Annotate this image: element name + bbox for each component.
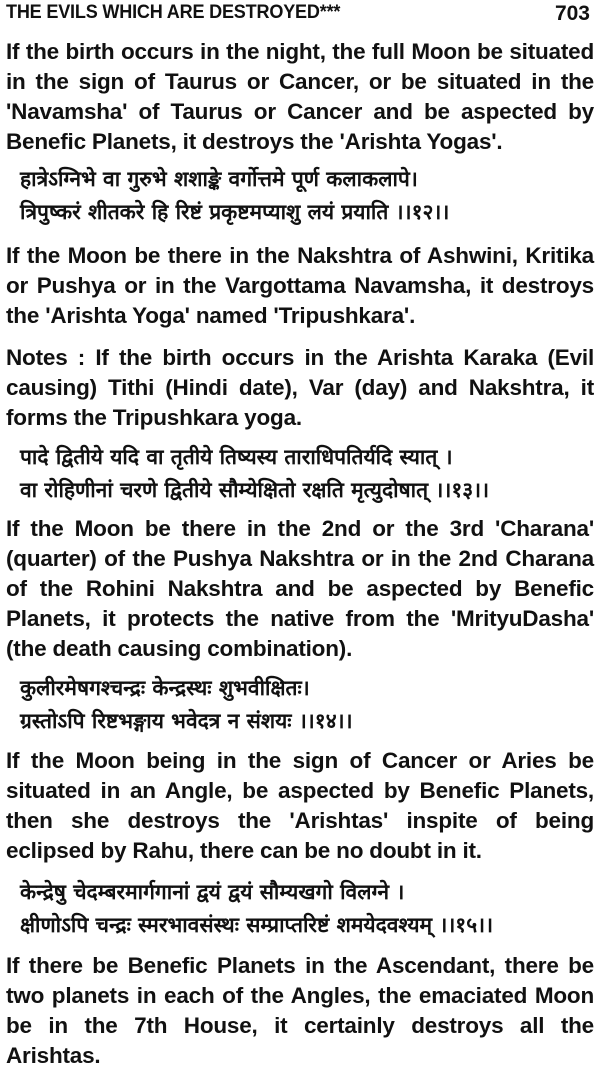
verse-15: [6, 876, 594, 942]
page-header: [6, 2, 590, 32]
verse-13: [6, 441, 594, 507]
paragraph-1: If the birth occurs in the night, the full Moon be situated in the sign of Taurus or Cancer, or be situated in the 'Navamsha' of Taurus or Cancer and be aspected by Benefic Planets, it destroys the 'Arishta Yogas'.: [6, 39, 594, 154]
paragraph-3: If the Moon be there in the 2nd or the 3rd 'Charana' (quarter) of the Pushya Nakshtra or in the 2nd Charana of the Rohini Nakshtra and be aspected by Benefic Planets, it protects the native from the 'MrityuDasha' (the death causing combination).: [6, 516, 594, 661]
running-title: THE EVILS WHICH ARE DESTROYED***: [6, 2, 341, 23]
verse-14-line-1: कुलीरमेषगश्चन्द्रः केन्द्रस्थः शुभवीक्षितः।: [20, 676, 310, 700]
verse-12-line-2: त्रिपुष्करं शीतकरे हि रिष्टं प्रकृष्टमप्याशु लयं प्रयाति ।।१२।।: [20, 200, 450, 224]
paragraph-5: If there be Benefic Planets in the Ascendant, there be two planets in each of the Angles, the emaciated Moon be in the 7th House, it certainly destroys all the Arishtas.: [6, 953, 594, 1068]
verse-13-line-2: वा रोहिणीनां चरणे द्वितीये सौम्येक्षितो रक्षति मृत्युदोषात् ।।१३।।: [20, 478, 490, 502]
paragraph-2: If the Moon be there in the Nakshtra of Ashwini, Kritika or Pushya or in the Vargottama Navamsha, it destroys the 'Arishta Yoga' named 'Tripushkara'.: [6, 243, 594, 328]
notes-paragraph: [6, 343, 594, 433]
verse-15-line-1: केन्द्रेषु चेदम्बरमार्गगानां द्वयं द्वयं सौम्यखगो विलग्ने ।: [20, 880, 405, 904]
page-number: 703: [554, 2, 590, 25]
verse-12: [6, 163, 594, 229]
verse-12-line-1: हात्रेऽग्निभे वा गुरुभे शशाङ्के वर्गोत्तमे पूर्ण कलाकलापे।: [20, 167, 418, 191]
verse-14-line-2: ग्रस्तोऽपि रिष्टभङ्गाय भवेदत्र न संशयः ।।१४।।: [20, 709, 353, 733]
verse-13-line-1: पादे द्वितीये यदि वा तृतीये तिष्यस्य ताराधिपतिर्यदि स्यात् ।: [20, 445, 453, 469]
notes-text: If the birth occurs in the Arishta Karaka (Evil causing) Tithi (Hindi date), Var (day) and Nakshtra, it forms the Tripushkara yoga.: [6, 345, 594, 430]
paragraph-4: If the Moon being in the sign of Cancer or Aries be situated in an Angle, be aspected by Benefic Planets, then she destroys the 'Arishtas' inspite of being eclipsed by Rahu, there can be no doubt in it.: [6, 748, 594, 863]
notes-label: Notes :: [6, 345, 86, 370]
verse-14: [6, 672, 594, 738]
verse-15-line-2: क्षीणोऽपि चन्द्रः स्मरभावसंस्थः सम्प्राप्तरिष्टं शमयेदवश्यम् ।।१५।।: [20, 913, 494, 937]
